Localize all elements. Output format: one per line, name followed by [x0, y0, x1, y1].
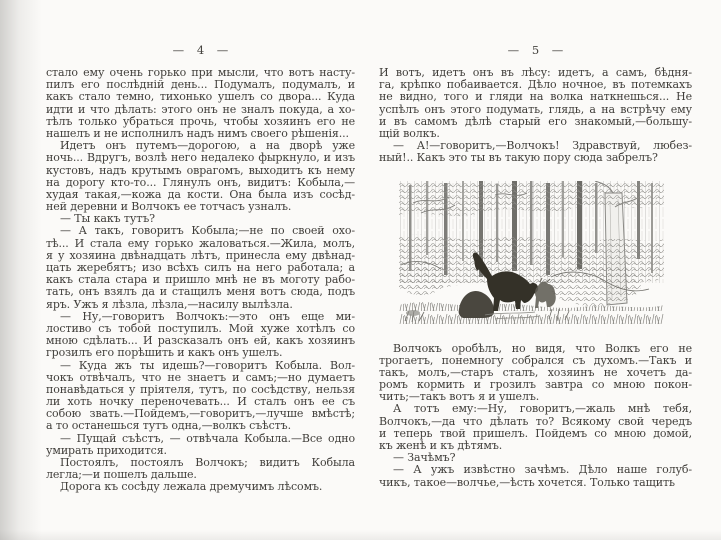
text-line: какъ стала стара и пришло мнѣ не въ моготу рабо- — [46, 274, 355, 287]
paragraph — [379, 67, 692, 140]
text-line: Постоялъ, постоялъ Волчокъ; видитъ Кобыла — [60, 457, 355, 469]
text-line: чокъ отвѣчалъ, что не знаетъ и самъ;—но думаетъ — [46, 371, 355, 384]
scan-bottom-edge-shadow — [0, 530, 721, 540]
paragraph — [46, 67, 355, 140]
text-line: — Ты какъ тутъ? — [60, 213, 155, 226]
text-line: тать, онъ взялъ да и стащилъ меня вотъ сюда, подъ — [46, 286, 355, 299]
page-number-right: — 5 — — [507, 43, 564, 57]
text-line: — А!—говоритъ,—Волчокъ! Здравствуй, любез- — [393, 140, 692, 153]
text-line: — Зачѣмъ? — [393, 452, 456, 465]
text-line: кустовъ, надъ крутымъ оврагомъ, выходитъ къ нему — [46, 164, 355, 177]
paragraph — [379, 140, 692, 164]
text-line: и въ самомъ дѣлѣ старый его знакомый,—большу- — [379, 115, 692, 128]
text-line: нашелъ и не исполнилъ надъ нимъ своего рѣшенія... — [46, 127, 349, 140]
text-line: я у хозяина двѣнадцать лѣтъ, принесла ему двѣнад- — [46, 249, 355, 262]
paragraph — [46, 225, 355, 310]
text-line: и теперь твой пришелъ. Пойдемъ со мною домой, — [379, 427, 692, 440]
text-line: га, крѣпко побаивается. Дѣло ночное, въ потемкахъ — [379, 79, 692, 92]
text-line: легла;—и пошелъ дальше. — [46, 469, 197, 482]
text-line: умирать приходится. — [46, 444, 167, 457]
text-line: — Ну,—говоритъ Волчокъ:—это онъ еще ми- — [60, 310, 355, 323]
text-line: щій волкъ. — [379, 127, 440, 140]
text-line: Волчокъ оробѣлъ, но видя, что Волкъ его не — [393, 342, 692, 355]
text-line: — Пущай съѣстъ, — отвѣчала Кобыла.—Все одно — [60, 432, 355, 445]
forest-wolf-illustration — [399, 181, 664, 327]
text-line: собою звать.—Пойдемъ,—говоритъ,—лучше вмѣстѣ; — [46, 408, 355, 421]
text-line: тѣлъ только убраться прочь, чтобы хозяинъ его не — [46, 115, 355, 128]
page-number-left: — 4 — — [172, 43, 229, 57]
text-line: а то останешься тутъ одна,—волкъ съѣстъ. — [46, 420, 291, 433]
page-right-text-bottom — [379, 343, 692, 489]
text-line: Волчокъ,—да что дѣлать то? Всякому свой чередъ — [379, 415, 692, 428]
text-line: Дорога къ сосѣду лежала дремучимъ лѣсомъ. — [60, 481, 323, 494]
page-right — [379, 40, 692, 489]
text-line: — А ужъ извѣстно зачѣмъ. Дѣло наше голуб- — [393, 464, 692, 477]
text-line: ный!.. Какъ это ты въ такую пору сюда забрелъ? — [379, 152, 658, 165]
scan-left-edge-shadow — [0, 0, 42, 540]
text-line: понавѣдаться у пріятеля, тутъ, по сосѣдству, нельзя — [46, 383, 355, 396]
text-line: чикъ, такое—волчье,—ѣсть хочется. Только тащить — [379, 476, 675, 489]
paragraph — [46, 481, 355, 493]
text-line: тѣ... И стала ему горько жаловаться.—Жила, молъ, — [46, 237, 355, 250]
paragraph — [46, 360, 355, 433]
text-line: успѣлъ онъ этого подумать, глядь, а на встрѣчу ему — [379, 103, 692, 116]
page-right-text-top — [379, 67, 692, 165]
text-line: И вотъ, идетъ онъ въ лѣсу: идетъ, а самъ, бѣдня- — [379, 67, 692, 79]
text-line: яръ. Ужъ я лѣзла, лѣзла,—насилу вылѣзла. — [46, 298, 293, 311]
text-line: къ женѣ и къ дѣтямъ. — [379, 440, 503, 452]
text-line: худая такая,—кожа да кости. Она была изъ сосѣд- — [46, 188, 355, 201]
paragraph — [379, 343, 692, 404]
text-line: на дорогу кто-то... Глянулъ онъ, видитъ: Кобыла,— — [46, 176, 355, 189]
text-line: ромъ кормить и грозилъ завтра со мною покон- — [379, 379, 692, 392]
text-line: мною сдѣлать... И разсказалъ онъ ей, какъ хозяинъ — [46, 335, 355, 348]
paragraph — [46, 457, 355, 481]
text-line: ли хоть ночку переночевать... И сталъ онъ ее съ — [46, 396, 355, 409]
text-line: ночь... Вдругъ, возлѣ него недалеко фыркнуло, и изъ — [46, 152, 355, 165]
paragraph — [379, 403, 692, 452]
text-line: цать жеребятъ; изо всѣхъ силъ на него работала; а — [46, 262, 355, 274]
text-line: Идетъ онъ путемъ—дорогою, а на дворѣ уже — [60, 140, 355, 153]
page-left-text — [46, 67, 355, 494]
text-line: чить;—такъ вотъ я и ушелъ. — [379, 391, 540, 404]
text-line: ней деревни и Волчокъ ее тотчасъ узналъ. — [46, 201, 292, 214]
paragraph — [379, 464, 692, 488]
text-line: А тотъ ему:—Ну, говоритъ,—жаль мнѣ тебя, — [393, 403, 692, 416]
text-line: не видно, того и гляди на волка наткнешься... Не — [379, 91, 692, 104]
paragraph — [46, 213, 355, 225]
text-line: такъ, молъ,—старъ сталъ, хозяинъ не хочетъ да- — [379, 366, 692, 379]
text-line: грозилъ его порѣшить и какъ онъ ушелъ. — [46, 347, 283, 360]
text-line: какъ стало темно, тихонько ушелъ со двора... Куда — [46, 91, 355, 104]
paragraph — [46, 140, 355, 213]
text-line: — А такъ, говоритъ Кобыла;—не по своей охо- — [60, 225, 355, 238]
text-line: лостиво съ тобой поступилъ. Мой хуже хотѣлъ со — [46, 322, 355, 335]
text-line: трогаетъ, понемногу собрался съ духомъ.—Такъ и — [379, 354, 692, 367]
page-left — [46, 40, 355, 494]
text-line: — Куда жъ ты идешь?—говоритъ Кобыла. Вол- — [60, 359, 355, 372]
text-line: идти и что дѣлать: этого онъ не зналъ покуда, а хо- — [46, 103, 355, 116]
text-line: стало ему очень горько при мысли, что вотъ насту- — [46, 67, 355, 79]
text-line: пилъ его послѣдній день... Подумалъ, подумалъ, и — [46, 79, 355, 92]
paragraph — [46, 433, 355, 457]
paragraph — [379, 452, 692, 464]
paragraph — [46, 311, 355, 360]
